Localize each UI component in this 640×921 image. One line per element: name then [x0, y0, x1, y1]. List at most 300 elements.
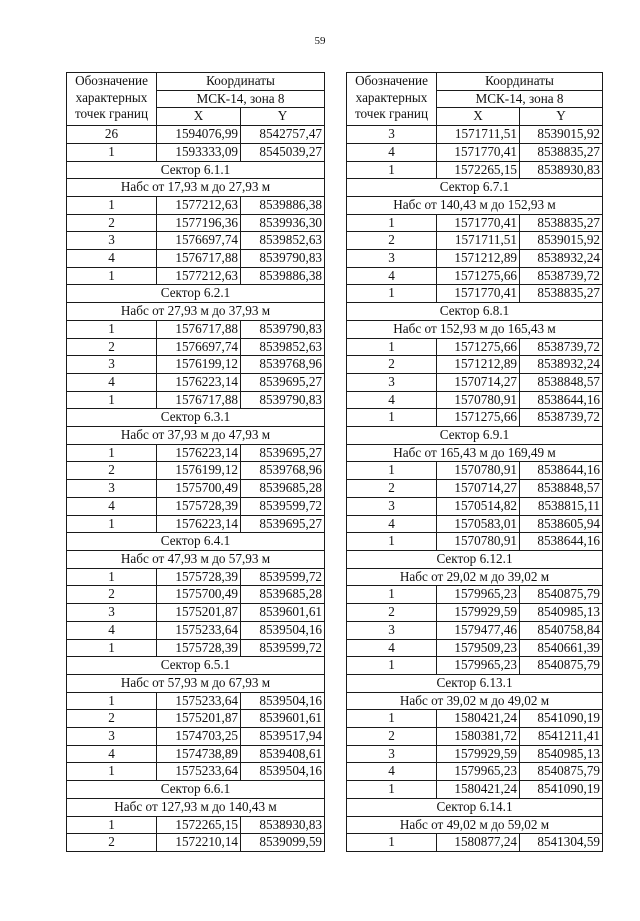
point-number-cell: 1 — [67, 515, 157, 533]
y-coordinate-cell: 8539601,61 — [241, 604, 325, 622]
x-coordinate-cell: 1575233,64 — [157, 621, 241, 639]
y-coordinate-cell: 8540661,39 — [520, 639, 603, 657]
nabs-range: Набс от 165,43 м до 169,49 м — [347, 444, 603, 462]
y-coordinate-cell: 8539790,83 — [241, 391, 325, 409]
nabs-range-row — [67, 303, 325, 321]
point-number-cell: 3 — [347, 373, 437, 391]
table-row — [67, 143, 325, 161]
table-row — [67, 338, 325, 356]
y-coordinate-cell: 8539599,72 — [241, 568, 325, 586]
point-number-cell: 1 — [67, 320, 157, 338]
point-number-cell: 1 — [347, 462, 437, 480]
x-coordinate-cell: 1574738,89 — [157, 745, 241, 763]
y-coordinate-cell: 8539695,27 — [241, 444, 325, 462]
sector-title: Сектор 6.2.1 — [67, 285, 325, 303]
x-coordinate-cell: 1570780,91 — [437, 533, 520, 551]
table-row — [67, 391, 325, 409]
y-coordinate-cell: 8538835,27 — [520, 214, 603, 232]
point-number-cell: 1 — [67, 639, 157, 657]
y-coordinate-cell: 8538932,24 — [520, 356, 603, 374]
table-row — [67, 214, 325, 232]
sector-title: Сектор 6.4.1 — [67, 533, 325, 551]
y-coordinate-cell: 8539695,27 — [241, 515, 325, 533]
table-row — [67, 586, 325, 604]
point-number-cell: 3 — [347, 745, 437, 763]
point-label-header — [347, 73, 437, 126]
point-number-cell: 1 — [347, 409, 437, 427]
x-coordinate-cell: 1594076,99 — [157, 126, 241, 144]
point-number-cell: 1 — [67, 196, 157, 214]
x-coordinate-cell: 1577196,36 — [157, 214, 241, 232]
sector-title-row — [67, 533, 325, 551]
x-coordinate-cell: 1571275,66 — [437, 338, 520, 356]
nabs-range: Набс от 29,02 м до 39,02 м — [347, 568, 603, 586]
y-coordinate-cell: 8538739,72 — [520, 409, 603, 427]
table-row — [67, 745, 325, 763]
y-coordinate-cell: 8539852,63 — [241, 338, 325, 356]
y-coordinate-cell: 8538835,27 — [520, 285, 603, 303]
y-coordinate-cell: 8538848,57 — [520, 373, 603, 391]
y-coordinate-cell: 8539408,61 — [241, 745, 325, 763]
sector-title: Сектор 6.1.1 — [67, 161, 325, 179]
x-coordinate-cell: 1575233,64 — [157, 763, 241, 781]
header-line: Обозначение — [75, 73, 148, 88]
y-coordinate-cell: 8541211,41 — [520, 728, 603, 746]
x-coordinate-cell: 1575728,39 — [157, 497, 241, 515]
x-coordinate-cell: 1576717,88 — [157, 391, 241, 409]
table-row — [347, 462, 603, 480]
nabs-range-row — [67, 674, 325, 692]
x-coordinate-cell: 1572265,15 — [157, 816, 241, 834]
point-number-cell: 3 — [67, 728, 157, 746]
table-row — [347, 728, 603, 746]
x-coordinate-cell: 1576223,14 — [157, 515, 241, 533]
point-number-cell: 3 — [347, 250, 437, 268]
y-coordinate-cell: 8538848,57 — [520, 480, 603, 498]
y-coordinate-cell: 8538644,16 — [520, 462, 603, 480]
point-number-cell: 1 — [347, 214, 437, 232]
x-coordinate-cell: 1572265,15 — [437, 161, 520, 179]
x-coordinate-cell: 1576717,88 — [157, 250, 241, 268]
y-coordinate-cell: 8538739,72 — [520, 338, 603, 356]
table-row — [67, 639, 325, 657]
point-number-cell: 3 — [347, 497, 437, 515]
point-number-cell: 1 — [67, 391, 157, 409]
sector-title: Сектор 6.7.1 — [347, 179, 603, 197]
point-number-cell: 2 — [347, 232, 437, 250]
table-body — [67, 126, 325, 852]
y-coordinate-cell: 8540875,79 — [520, 657, 603, 675]
x-coordinate-cell: 1579929,59 — [437, 604, 520, 622]
x-coordinate-cell: 1580381,72 — [437, 728, 520, 746]
y-coordinate-cell: 8539504,16 — [241, 621, 325, 639]
table-row — [67, 728, 325, 746]
x-coordinate-cell: 1571770,41 — [437, 285, 520, 303]
nabs-range: Набс от 140,43 м до 152,93 м — [347, 196, 603, 214]
y-coordinate-cell: 8539768,96 — [241, 356, 325, 374]
x-coordinate-cell: 1576199,12 — [157, 356, 241, 374]
x-coordinate-cell: 1575201,87 — [157, 710, 241, 728]
table-row — [347, 763, 603, 781]
x-coordinate-cell: 1572210,14 — [157, 834, 241, 852]
table-row — [67, 834, 325, 852]
y-coordinate-cell: 8538739,72 — [520, 267, 603, 285]
table-row — [347, 781, 603, 799]
nabs-range-row — [347, 444, 603, 462]
point-number-cell: 2 — [347, 356, 437, 374]
point-number-cell: 2 — [67, 586, 157, 604]
point-number-cell: 26 — [67, 126, 157, 144]
y-coordinate-cell: 8541304,59 — [520, 834, 603, 852]
point-number-cell: 3 — [67, 356, 157, 374]
y-coordinate-cell: 8539099,59 — [241, 834, 325, 852]
x-coordinate-cell: 1576697,74 — [157, 232, 241, 250]
nabs-range-row — [347, 692, 603, 710]
table-row — [67, 356, 325, 374]
point-number-cell: 1 — [67, 267, 157, 285]
table-body — [347, 126, 603, 852]
table-row — [347, 250, 603, 268]
x-coordinate-cell: 1570780,91 — [437, 462, 520, 480]
table-row — [67, 621, 325, 639]
point-number-cell: 3 — [347, 126, 437, 144]
x-coordinate-cell: 1579965,23 — [437, 657, 520, 675]
table-row — [347, 657, 603, 675]
table-row — [67, 692, 325, 710]
table-row — [67, 604, 325, 622]
point-number-cell: 1 — [347, 338, 437, 356]
point-number-cell: 1 — [347, 161, 437, 179]
point-number-cell: 2 — [67, 338, 157, 356]
y-coordinate-cell: 8540875,79 — [520, 586, 603, 604]
x-coordinate-cell: 1579929,59 — [437, 745, 520, 763]
table-row — [67, 267, 325, 285]
nabs-range: Набс от 49,02 м до 59,02 м — [347, 816, 603, 834]
table-row — [347, 338, 603, 356]
point-number-cell: 4 — [347, 391, 437, 409]
table-row — [347, 356, 603, 374]
header-line: характерных — [75, 89, 148, 105]
y-coordinate-cell: 8539695,27 — [241, 373, 325, 391]
point-number-cell: 4 — [67, 621, 157, 639]
y-column-header: Y — [241, 108, 325, 126]
table-row — [347, 267, 603, 285]
coordinate-system-header: МСК-14, зона 8 — [437, 90, 603, 108]
y-coordinate-cell: 8538930,83 — [520, 161, 603, 179]
y-coordinate-cell: 8541090,19 — [520, 710, 603, 728]
table-row — [347, 586, 603, 604]
nabs-range-row — [67, 550, 325, 568]
x-coordinate-cell: 1576199,12 — [157, 462, 241, 480]
table-row — [67, 763, 325, 781]
y-coordinate-cell: 8539685,28 — [241, 586, 325, 604]
table-row — [67, 462, 325, 480]
y-coordinate-cell: 8541090,19 — [520, 781, 603, 799]
point-number-cell: 3 — [67, 232, 157, 250]
y-coordinate-cell: 8539601,61 — [241, 710, 325, 728]
point-number-cell: 1 — [347, 533, 437, 551]
nabs-range-row — [347, 568, 603, 586]
table-header — [67, 73, 325, 126]
sector-title: Сектор 6.14.1 — [347, 798, 603, 816]
point-number-cell: 1 — [67, 763, 157, 781]
nabs-range: Набс от 152,93 м до 165,43 м — [347, 320, 603, 338]
point-number-cell: 2 — [67, 710, 157, 728]
nabs-range: Набс от 17,93 м до 27,93 м — [67, 179, 325, 197]
sector-title: Сектор 6.9.1 — [347, 427, 603, 445]
point-number-cell: 1 — [347, 586, 437, 604]
sector-title: Сектор 6.3.1 — [67, 409, 325, 427]
point-number-cell: 1 — [67, 143, 157, 161]
x-coordinate-cell: 1576717,88 — [157, 320, 241, 338]
table-row — [347, 621, 603, 639]
y-coordinate-cell: 8540758,84 — [520, 621, 603, 639]
sector-title: Сектор 6.8.1 — [347, 303, 603, 321]
x-coordinate-cell: 1571711,51 — [437, 126, 520, 144]
table-header — [347, 73, 603, 126]
nabs-range-row — [67, 179, 325, 197]
y-coordinate-cell: 8540985,13 — [520, 745, 603, 763]
nabs-range-row — [67, 427, 325, 445]
table-row — [347, 214, 603, 232]
x-coordinate-cell: 1575233,64 — [157, 692, 241, 710]
table-row — [347, 604, 603, 622]
table-row — [67, 250, 325, 268]
point-number-cell: 1 — [347, 657, 437, 675]
nabs-range-row — [347, 816, 603, 834]
table-row — [67, 568, 325, 586]
x-coordinate-cell: 1577212,63 — [157, 267, 241, 285]
sector-title: Сектор 6.5.1 — [67, 657, 325, 675]
point-number-cell: 3 — [67, 480, 157, 498]
x-coordinate-cell: 1574703,25 — [157, 728, 241, 746]
table-row — [67, 126, 325, 144]
y-coordinate-cell: 8545039,27 — [241, 143, 325, 161]
point-number-cell: 1 — [347, 285, 437, 303]
x-coordinate-cell: 1576223,14 — [157, 373, 241, 391]
point-number-cell: 4 — [67, 250, 157, 268]
y-coordinate-cell: 8538644,16 — [520, 533, 603, 551]
x-coordinate-cell: 1575700,49 — [157, 586, 241, 604]
y-coordinate-cell: 8539768,96 — [241, 462, 325, 480]
table-row — [67, 320, 325, 338]
y-coordinate-cell: 8539886,38 — [241, 267, 325, 285]
y-coordinate-cell: 8539790,83 — [241, 320, 325, 338]
x-coordinate-cell: 1593333,09 — [157, 143, 241, 161]
y-coordinate-cell: 8539015,92 — [520, 232, 603, 250]
x-coordinate-cell: 1579509,23 — [437, 639, 520, 657]
x-coordinate-cell: 1571770,41 — [437, 143, 520, 161]
table-row — [347, 391, 603, 409]
sector-title-row — [347, 427, 603, 445]
point-number-cell: 2 — [347, 728, 437, 746]
nabs-range-row — [347, 320, 603, 338]
point-number-cell: 4 — [67, 745, 157, 763]
sector-title-row — [67, 161, 325, 179]
y-coordinate-cell: 8539886,38 — [241, 196, 325, 214]
y-coordinate-cell: 8539936,30 — [241, 214, 325, 232]
point-number-cell: 1 — [347, 781, 437, 799]
coordinates-table-left — [66, 72, 325, 852]
y-coordinate-cell: 8539517,94 — [241, 728, 325, 746]
x-coordinate-cell: 1570583,01 — [437, 515, 520, 533]
header-line: точек границ — [74, 106, 149, 122]
coordinates-table-right — [346, 72, 603, 852]
sector-title: Сектор 6.6.1 — [67, 781, 325, 799]
nabs-range: Набс от 27,93 м до 37,93 м — [67, 303, 325, 321]
nabs-range: Набс от 127,93 м до 140,43 м — [67, 798, 325, 816]
nabs-range-row — [347, 196, 603, 214]
coordinates-header: Координаты — [437, 73, 603, 91]
y-coordinate-cell: 8539685,28 — [241, 480, 325, 498]
sector-title-row — [347, 674, 603, 692]
y-coordinate-cell: 8538815,11 — [520, 497, 603, 515]
sector-title-row — [347, 550, 603, 568]
sector-title: Сектор 6.12.1 — [347, 550, 603, 568]
point-number-cell: 2 — [347, 604, 437, 622]
table-row — [67, 232, 325, 250]
table-row — [67, 480, 325, 498]
table-row — [67, 816, 325, 834]
point-number-cell: 4 — [347, 267, 437, 285]
nabs-range-row — [67, 798, 325, 816]
point-number-cell: 4 — [67, 497, 157, 515]
x-coordinate-cell: 1580421,24 — [437, 781, 520, 799]
x-coordinate-cell: 1571212,89 — [437, 356, 520, 374]
y-coordinate-cell: 8539504,16 — [241, 692, 325, 710]
table-row — [347, 409, 603, 427]
x-coordinate-cell: 1579965,23 — [437, 586, 520, 604]
x-coordinate-cell: 1576223,14 — [157, 444, 241, 462]
y-coordinate-cell: 8539015,92 — [520, 126, 603, 144]
x-coordinate-cell: 1571770,41 — [437, 214, 520, 232]
point-label-header — [67, 73, 157, 126]
point-number-cell: 4 — [347, 515, 437, 533]
x-coordinate-cell: 1571212,89 — [437, 250, 520, 268]
point-number-cell: 1 — [347, 710, 437, 728]
coordinate-system-header: МСК-14, зона 8 — [157, 90, 325, 108]
point-number-cell: 2 — [347, 480, 437, 498]
x-coordinate-cell: 1571711,51 — [437, 232, 520, 250]
y-coordinate-cell: 8539790,83 — [241, 250, 325, 268]
sector-title-row — [67, 285, 325, 303]
point-number-cell: 4 — [347, 639, 437, 657]
table-row — [347, 533, 603, 551]
coordinates-header: Координаты — [157, 73, 325, 91]
page-number: 59 — [314, 35, 326, 47]
nabs-range: Набс от 37,93 м до 47,93 м — [67, 427, 325, 445]
table-row — [347, 497, 603, 515]
point-number-cell: 3 — [67, 604, 157, 622]
table-row — [347, 480, 603, 498]
x-coordinate-cell: 1575700,49 — [157, 480, 241, 498]
point-number-cell: 1 — [347, 834, 437, 852]
table-row — [67, 497, 325, 515]
header-line: Обозначение — [355, 73, 428, 88]
y-coordinate-cell: 8539599,72 — [241, 497, 325, 515]
table-row — [67, 444, 325, 462]
table-row — [347, 834, 603, 852]
point-number-cell: 2 — [67, 462, 157, 480]
table-row — [347, 515, 603, 533]
point-number-cell: 1 — [67, 816, 157, 834]
sector-title-row — [67, 657, 325, 675]
sector-title-row — [347, 798, 603, 816]
x-coordinate-cell: 1570514,82 — [437, 497, 520, 515]
nabs-range: Набс от 39,02 м до 49,02 м — [347, 692, 603, 710]
point-number-cell: 2 — [67, 834, 157, 852]
y-coordinate-cell: 8540985,13 — [520, 604, 603, 622]
sector-title-row — [67, 781, 325, 799]
nabs-range: Набс от 47,93 м до 57,93 м — [67, 550, 325, 568]
y-coordinate-cell: 8538930,83 — [241, 816, 325, 834]
y-coordinate-cell: 8539504,16 — [241, 763, 325, 781]
point-number-cell: 1 — [67, 692, 157, 710]
point-number-cell: 3 — [347, 621, 437, 639]
y-coordinate-cell: 8538644,16 — [520, 391, 603, 409]
x-column-header: X — [437, 108, 520, 126]
x-coordinate-cell: 1575201,87 — [157, 604, 241, 622]
y-coordinate-cell: 8542757,47 — [241, 126, 325, 144]
x-coordinate-cell: 1580421,24 — [437, 710, 520, 728]
x-coordinate-cell: 1577212,63 — [157, 196, 241, 214]
nabs-range: Набс от 57,93 м до 67,93 м — [67, 674, 325, 692]
x-coordinate-cell: 1571275,66 — [437, 409, 520, 427]
table-row — [67, 710, 325, 728]
sector-title-row — [347, 179, 603, 197]
y-coordinate-cell: 8538932,24 — [520, 250, 603, 268]
y-coordinate-cell: 8540875,79 — [520, 763, 603, 781]
point-number-cell: 1 — [67, 568, 157, 586]
table-row — [347, 126, 603, 144]
x-coordinate-cell: 1575728,39 — [157, 639, 241, 657]
x-coordinate-cell: 1570780,91 — [437, 391, 520, 409]
y-coordinate-cell: 8538605,94 — [520, 515, 603, 533]
table-row — [67, 515, 325, 533]
table-row — [347, 373, 603, 391]
x-coordinate-cell: 1580877,24 — [437, 834, 520, 852]
table-row — [347, 232, 603, 250]
y-coordinate-cell: 8538835,27 — [520, 143, 603, 161]
sector-title-row — [67, 409, 325, 427]
x-coordinate-cell: 1579477,46 — [437, 621, 520, 639]
table-row — [347, 639, 603, 657]
x-coordinate-cell: 1570714,27 — [437, 373, 520, 391]
sector-title-row — [347, 303, 603, 321]
table-row — [347, 745, 603, 763]
y-coordinate-cell: 8539599,72 — [241, 639, 325, 657]
point-number-cell: 1 — [67, 444, 157, 462]
header-line: точек границ — [354, 106, 429, 122]
y-column-header: Y — [520, 108, 603, 126]
table-row — [347, 285, 603, 303]
x-coordinate-cell: 1575728,39 — [157, 568, 241, 586]
x-coordinate-cell: 1570714,27 — [437, 480, 520, 498]
sector-title: Сектор 6.13.1 — [347, 674, 603, 692]
table-row — [347, 710, 603, 728]
point-number-cell: 2 — [67, 214, 157, 232]
table-row — [67, 196, 325, 214]
x-coordinate-cell: 1579965,23 — [437, 763, 520, 781]
table-row — [347, 143, 603, 161]
table-row — [347, 161, 603, 179]
point-number-cell: 4 — [347, 763, 437, 781]
x-coordinate-cell: 1571275,66 — [437, 267, 520, 285]
x-column-header: X — [157, 108, 241, 126]
point-number-cell: 4 — [347, 143, 437, 161]
point-number-cell: 4 — [67, 373, 157, 391]
header-line: характерных — [355, 89, 428, 105]
